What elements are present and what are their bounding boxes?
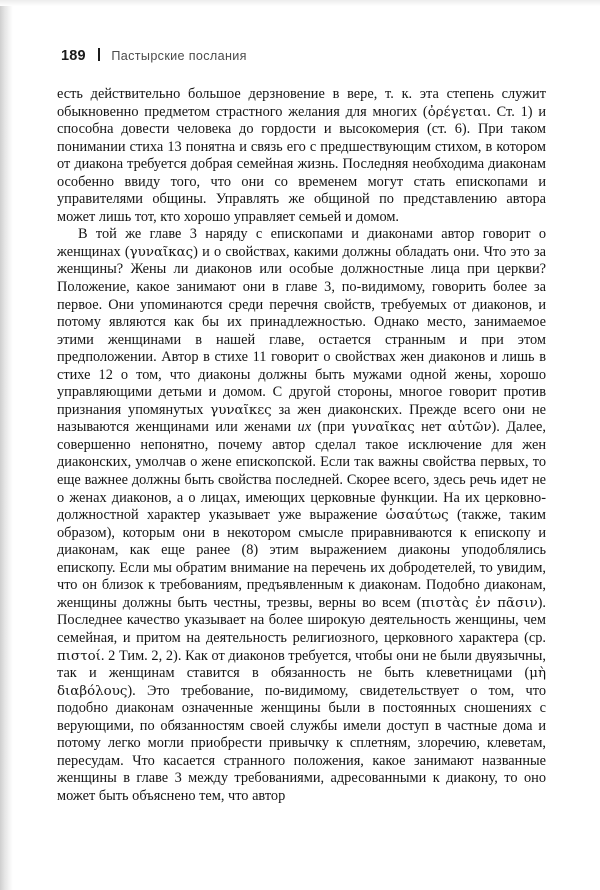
greek-quotation: ὡσαύτως xyxy=(385,508,449,524)
greek-quotation: πιστὰς ἐν πᾶσιν xyxy=(421,595,538,611)
greek-quotation: γυναῖκας xyxy=(129,244,194,260)
page-number: 189 xyxy=(61,48,86,64)
greek-quotation: γυναῖκας xyxy=(351,420,415,436)
body-text xyxy=(57,86,546,805)
running-head xyxy=(61,47,247,64)
greek-quotation: πιστοί xyxy=(57,648,101,664)
greek-quotation: αὐτῶν xyxy=(447,420,492,436)
emphasis-text: их xyxy=(297,419,312,436)
running-head-divider xyxy=(98,48,101,61)
paragraph: есть действительно большое дерзновение в вере, т. к. эта степень служит обыкновенно предметом страстного желания для многих (ὀρέγεται. Ст. 1) и способна довести человека до гордости и высокомерия (ст. 6). При таком понимании стиха 13 понятна и связь его с предшествующим стихом, в котором от диакона требуется добрая семейная жизнь. Последняя необходима диаконам особенно ввиду того, что они со временем могут стать епископами и управителями общины. Управлять же общиной по представлению автора может лишь тот, кто хорошо управляет семьей и домом. xyxy=(57,86,547,225)
greek-quotation: ὀρέγεται xyxy=(427,104,488,120)
greek-quotation: μὴ διαβόλους xyxy=(57,666,546,699)
running-head-title: Пастырские послания xyxy=(111,49,247,63)
scan-gutter-shadow xyxy=(0,0,13,890)
paragraph: В той же главе 3 наряду с епископами и диаконами автор говорит о женщинах (γυναῖκας) и о свойствах, какими должны обладать они. Что это за женщины? Жены ли диаконов или особые должностные лица при церкви? Положение, какое занимают они в главе 3, по-видимому, говорить более за первое. Они упоминаются среди перечня свойств, требуемых от диаконов, и потому являются как бы их принадлежностью. Однако место, занимаемое этими женщинами в нашей главе, остается странным и при этом предположении. Автор в стихе 11 говорит о свойствах жен диаконов и лишь в стихе 12 о том, что диаконы должны быть мужами одной жены, хорошо управляющими детьми и домом. С другой стороны, многое говорит против признания упомянутых γυναῖκες за жен диаконских. Прежде всего они не называются женщинами или женами их (при γυναῖκας нет αὐτῶν). Далее, совершенно непонятно, почему автор сделал такое исключение для жен диаконских, умолчав о жене епископской. Если так важны свойства первых, то еще важнее должны быть свойства последней. Скорее всего, здесь речь идет не о женах диаконов, а о лицах, имеющих церковные функции. На их церковно-должностной характер указывает уже выражение ὡσαύτως (также, таким образом), которым они в некотором смысле приравниваются к епископу и диаконам, как еще ранее (8) этим выражением диаконы уподоблялись епископу. Если мы обратим внимание на перечень их добродетелей, то увидим, что он близок к требованиям, предъявленным к диаконам. Подобно диаконам, женщины должны быть честны, трезвы, верны во всем (πιστὰς ἐν πᾶσιν). Последнее качество указывает на более широкую деятельность женщины, чем семейная, и притом на деятельность религиозного, церковного характера (ср. πιστοί. 2 Тим. 2, 2). Как от диаконов требуется, чтобы они не были двуязычны, так и женщинам ставится в обязанность не быть клеветницами (μὴ διαβόλους). Это требование, по-видимому, свидетельствует о том, что подобно диаконам означенные женщины были в постоянных сношениях с верующими, по обязанностям своей службы имели доступ в частные дома и потому легко могли приобрести привычку к сплетням, злоречию, клеветам, пересудам. Что касается странного положения, какое занимают названные женщины в главе 3 между требованиями, адресованными к диакону, то оно может быть объяснено тем, что автор xyxy=(57,226,547,804)
greek-quotation: γυναῖκες xyxy=(210,402,272,418)
scan-top-shadow xyxy=(0,0,600,6)
